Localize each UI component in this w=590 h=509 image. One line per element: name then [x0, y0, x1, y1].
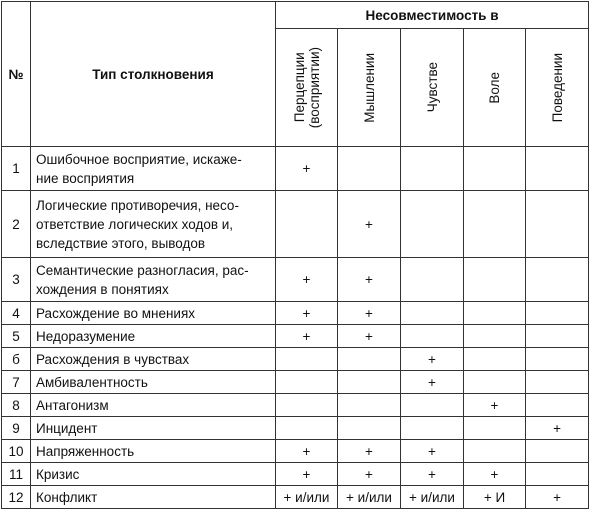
- row-collision-type: [31, 417, 276, 440]
- row-mark: [526, 371, 589, 394]
- table-row: [2, 348, 589, 371]
- table-row: [2, 191, 589, 258]
- subheader-behavior: [526, 29, 589, 147]
- row-number: 7: [2, 371, 31, 394]
- row-collision-type-text: Семантические разногласия, рас- хождения в понятиях: [36, 262, 249, 297]
- row-collision-type-text: Амбивалентность: [36, 374, 148, 390]
- row-collision-type: [31, 486, 276, 509]
- row-mark: +: [401, 371, 464, 394]
- row-mark: [526, 348, 589, 371]
- row-mark: [401, 325, 464, 348]
- row-collision-type: [31, 394, 276, 417]
- row-mark: [464, 147, 526, 191]
- row-collision-type: [31, 371, 276, 394]
- row-mark: [526, 394, 589, 417]
- row-number: 4: [2, 302, 31, 325]
- row-number: 5: [2, 325, 31, 348]
- subheader-feeling-label: Чувстве: [424, 62, 440, 113]
- subheader-feeling: [401, 29, 464, 147]
- table-row: [2, 147, 589, 191]
- row-collision-type-text: Ошибочное восприятие, искаже- ние восприятия: [36, 151, 242, 186]
- row-number: 2: [2, 191, 31, 258]
- row-number: 10: [2, 440, 31, 463]
- row-mark: +: [401, 348, 464, 371]
- table-row: [2, 371, 589, 394]
- table-row: [2, 325, 589, 348]
- row-mark: [401, 258, 464, 302]
- table-row: [2, 486, 589, 509]
- row-collision-type: [31, 258, 276, 302]
- row-mark: [464, 191, 526, 258]
- row-collision-type-text: Конфликт: [36, 489, 98, 505]
- conflict-types-table: [1, 1, 589, 509]
- row-mark: [276, 348, 338, 371]
- row-number: б: [2, 348, 31, 371]
- row-mark: [526, 258, 589, 302]
- subheader-behavior-label: Поведении: [549, 52, 565, 123]
- row-mark: [526, 463, 589, 486]
- row-mark: +: [338, 191, 401, 258]
- row-mark: +: [276, 258, 338, 302]
- row-mark: +: [401, 440, 464, 463]
- row-mark: [464, 417, 526, 440]
- row-mark: [401, 394, 464, 417]
- row-mark: [338, 147, 401, 191]
- subheader-perception-label: Перцепции (восприятии): [291, 46, 322, 129]
- row-mark: + И: [464, 486, 526, 509]
- row-number: 8: [2, 394, 31, 417]
- group-header-incompatibility: Несовместимость в: [276, 2, 589, 29]
- row-collision-type: [31, 440, 276, 463]
- row-mark: [401, 147, 464, 191]
- row-mark: [464, 325, 526, 348]
- subheader-will-label: Воле: [487, 71, 502, 104]
- row-collision-type: [31, 325, 276, 348]
- row-collision-type: [31, 463, 276, 486]
- row-collision-type: [31, 348, 276, 371]
- table-row: [2, 440, 589, 463]
- row-number: 9: [2, 417, 31, 440]
- table-row: [2, 394, 589, 417]
- row-mark: +: [338, 463, 401, 486]
- subheader-thinking: [338, 29, 401, 147]
- row-mark: [338, 394, 401, 417]
- row-collision-type-text: Антагонизм: [36, 397, 109, 413]
- row-mark: +: [338, 302, 401, 325]
- row-mark: [464, 440, 526, 463]
- row-mark: [401, 191, 464, 258]
- row-mark: +: [464, 463, 526, 486]
- row-collision-type: [31, 302, 276, 325]
- column-header-number: №: [2, 2, 31, 147]
- row-collision-type-text: Напряженность: [36, 443, 135, 459]
- row-mark: [526, 325, 589, 348]
- row-mark: [338, 371, 401, 394]
- row-mark: [526, 147, 589, 191]
- row-mark: +: [338, 440, 401, 463]
- row-mark: +: [276, 440, 338, 463]
- row-mark: [338, 417, 401, 440]
- row-number: 11: [2, 463, 31, 486]
- table-row: [2, 417, 589, 440]
- row-mark: +: [526, 486, 589, 509]
- row-mark: [464, 348, 526, 371]
- table-row: [2, 302, 589, 325]
- row-collision-type: [31, 147, 276, 191]
- row-mark: [338, 348, 401, 371]
- row-mark: [464, 371, 526, 394]
- row-number: 12: [2, 486, 31, 509]
- row-mark: +: [276, 463, 338, 486]
- row-mark: +: [338, 258, 401, 302]
- table-row: [2, 258, 589, 302]
- row-mark: [464, 302, 526, 325]
- row-mark: [401, 302, 464, 325]
- row-mark: + и/или: [338, 486, 401, 509]
- row-collision-type-text: Инцидент: [36, 420, 98, 436]
- row-mark: [276, 417, 338, 440]
- row-mark: [526, 191, 589, 258]
- row-mark: + и/или: [276, 486, 338, 509]
- row-mark: +: [276, 325, 338, 348]
- row-mark: +: [338, 325, 401, 348]
- row-collision-type-text: Расхождения в чувствах: [36, 351, 190, 367]
- subheader-perception: [276, 29, 338, 147]
- row-number: 3: [2, 258, 31, 302]
- row-mark: [276, 394, 338, 417]
- row-mark: +: [276, 302, 338, 325]
- subheader-will: [464, 29, 526, 147]
- row-number: 1: [2, 147, 31, 191]
- table-row: [2, 463, 589, 486]
- row-mark: +: [401, 463, 464, 486]
- row-collision-type-text: Кризис: [36, 466, 80, 482]
- row-mark: [276, 371, 338, 394]
- row-mark: [464, 258, 526, 302]
- row-mark: [526, 440, 589, 463]
- row-mark: + и/или: [401, 486, 464, 509]
- row-mark: [276, 191, 338, 258]
- row-mark: [401, 417, 464, 440]
- row-mark: +: [464, 394, 526, 417]
- row-collision-type: [31, 191, 276, 258]
- row-mark: +: [276, 147, 338, 191]
- row-collision-type-text: Логические противоречия, несо- ответствие логических ходов и, вследствие этого, выводов: [36, 197, 239, 251]
- column-header-collision-type: Тип столкновения: [31, 2, 276, 147]
- row-collision-type-text: Расхождение во мнениях: [36, 305, 196, 321]
- row-mark: [526, 302, 589, 325]
- subheader-thinking-label: Мышлении: [361, 52, 377, 123]
- row-collision-type-text: Недоразумение: [36, 328, 136, 344]
- row-mark: +: [526, 417, 589, 440]
